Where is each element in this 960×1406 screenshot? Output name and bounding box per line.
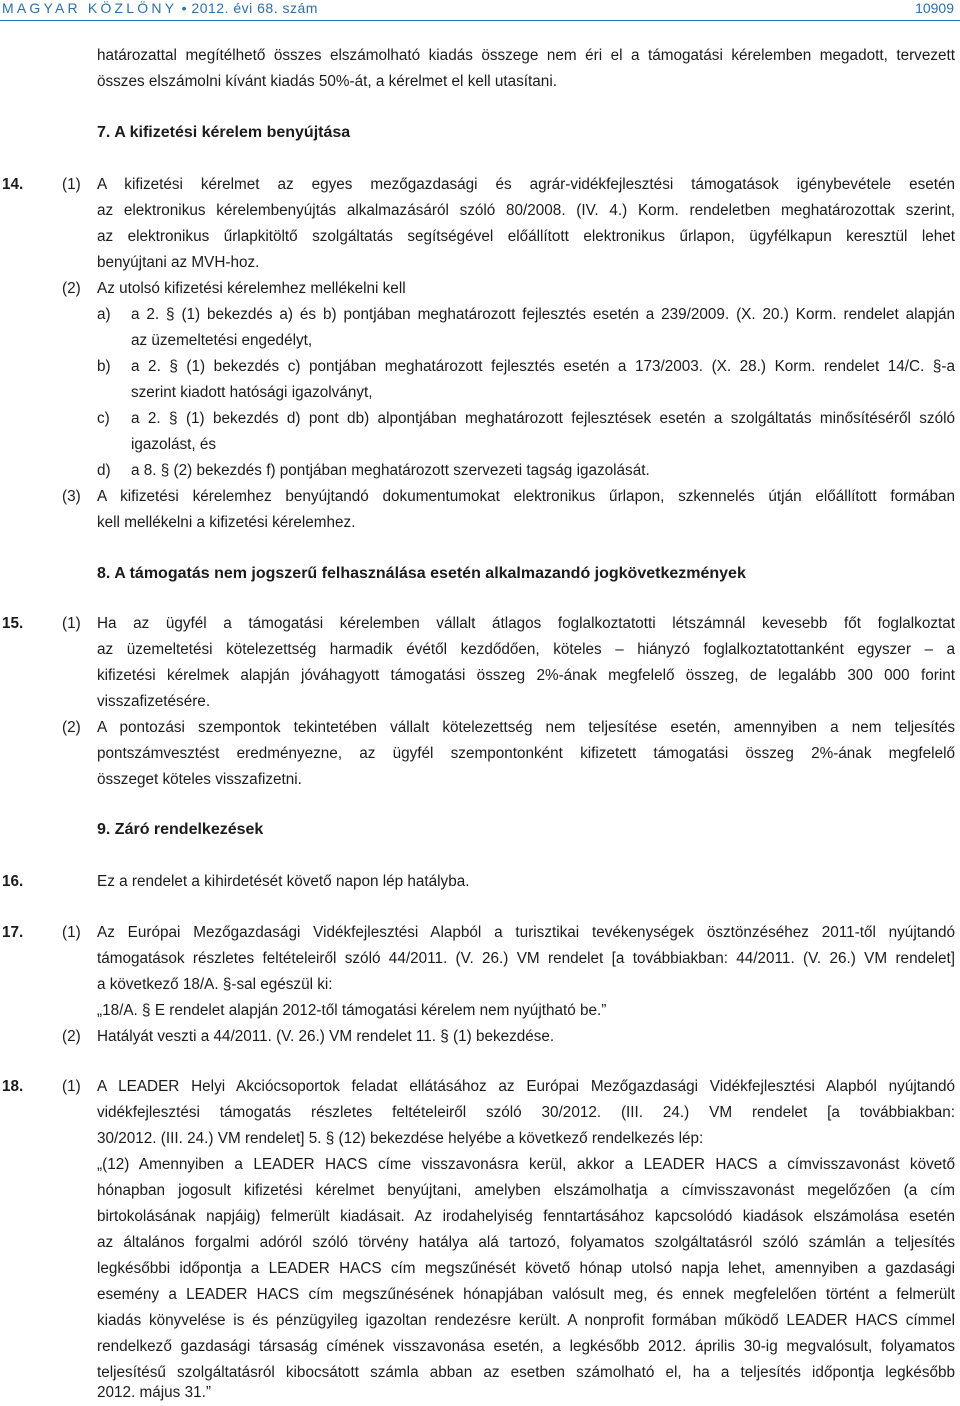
page-header: [0, 0, 960, 21]
page-number: 10909: [915, 0, 954, 16]
paragraph-label: (1): [62, 176, 81, 193]
text-line: esemény a LEADER HACS cím megszűnésének hónapjában valósult meg, és ennek megfelelően történt a felmerült: [97, 1286, 955, 1303]
text-line: az üzemeltetési engedélyt,: [131, 332, 313, 349]
text-line: igazolást, és: [131, 436, 217, 453]
text-line: pontszámvesztést eredményezne, az ügyfél szempontonként kifizetett támogatási összeg 2%-ának megfelelő: [97, 745, 955, 762]
header-rule: [0, 20, 960, 21]
paragraph-17-2: (2) Hatályát veszti a 44/2011. (V. 26.) VM rendelet 11. § (1) bekezdése.: [0, 1024, 960, 1050]
text-line: legkésőbbi időpontja a LEADER HACS cím megszűnését követő hónap utolsó napja lehet, amennyiben a gazdasági: [97, 1260, 955, 1277]
text-line: 30/2012. (III. 24.) VM rendelet] 5. § (12) bekezdése helyébe a következő rendelkezés lép:: [97, 1130, 704, 1147]
text-line: benyújtani az MVH-hoz.: [97, 254, 260, 271]
text-line: az elektronikus kérelembenyújtás alkalmazásáról szóló 80/2008. (IV. 4.) Korm. rendeletben meghatározottak szerint,: [97, 202, 955, 219]
paragraph-label: (2): [62, 280, 81, 297]
section-number: 16.: [2, 873, 24, 890]
text-line: „18/A. § E rendelet alapján 2012-től támogatási kérelem nem nyújtható be.”: [97, 1002, 607, 1019]
text-line: kiadás könyvelése is és pénzügyileg igazoltan rendezésre került. A nonprofit formában működő LEADER HACS címmel: [97, 1312, 955, 1329]
section-heading: 8. A támogatás nem jogszerű felhasználása esetén alkalmazandó jogkövetkezmények: [97, 565, 746, 582]
list-item: a) a 2. § (1) bekezdés a) és b) pontjában meghatározott fejlesztés esetén a 239/2009. (X. 20.) Korm. rendelet alapján: [0, 302, 960, 328]
text-line: „(12) Amennyiben a LEADER HACS címe visszavonásra kerül, akkor a LEADER HACS a címvisszavonást követő: [97, 1156, 955, 1173]
item-label: d): [97, 462, 111, 479]
section-number: 14.: [2, 176, 24, 193]
text-line: kell mellékelni a kifizetési kérelemhez.: [97, 514, 356, 531]
section-number: 17.: [2, 924, 24, 941]
item-label: c): [97, 410, 110, 427]
text-line: rendelkező gazdasági társaság címének visszavonása esetén, a legkésőbb 2012. április 30-ig megvalósult, folyamatos: [97, 1338, 955, 1355]
text-line: támogatások részletes feltételeiről szóló 44/2011. (V. 26.) VM rendelet [a továbbiakban: 44/2011. (V. 26.) VM rendelet]: [97, 950, 955, 967]
section-heading: 7. A kifizetési kérelem benyújtása: [97, 124, 351, 141]
list-item: d) a 8. § (2) bekezdés f) pontjában meghatározott szervezeti tagság igazolását.: [0, 458, 960, 484]
text-line: kifizetési kérelmek alapján jóváhagyott támogatási összeg 2%-ának megfelelő összeg, de legalább 300 000 forint: [97, 667, 955, 684]
paragraph-label: (2): [62, 719, 81, 736]
paragraph-label: (1): [62, 1078, 81, 1095]
paragraph-label: (1): [62, 615, 81, 632]
text-line: összeget köteles visszafizetni.: [97, 771, 302, 788]
text-line: vidékfejlesztési támogatás részletes feltételeiről szóló 30/2012. (III. 24.) VM rendelet [a továbbiakban:: [97, 1104, 955, 1121]
paragraph-18-1: 18. (1) A LEADER Helyi Akciócsoportok feladat ellátásához az Európai Mezőgazdasági Vidékfejlesztési Alapból nyújtandó: [0, 1074, 960, 1100]
paragraph-17-1: 17. (1) Az Európai Mezőgazdasági Vidékfejlesztési Alapból a turisztikai tevékenységek ösztönzéséhez 2011-től nyújtandó: [0, 920, 960, 946]
paragraph-15-2: (2) A pontozási szempontok tekintetében vállalt kötelezettség nem teljesítése esetén, amennyiben a nem teljesítés: [0, 715, 960, 741]
publication-title: MAGYAR KÖZLÖNY • 2012. évi 68. szám: [2, 0, 318, 16]
paragraph-label: (1): [62, 924, 81, 941]
text-line: az elektronikus űrlapkitöltő szolgáltatás segítségével előállított elektronikus űrlapon, ügyfélkapun keresztül lehet: [97, 228, 955, 245]
paragraph-label: (3): [62, 488, 81, 505]
paragraph-14-3: (3) A kifizetési kérelemhez benyújtandó dokumentumokat elektronikus űrlapon, szkennelés útján előállított formában: [0, 484, 960, 510]
paragraph-label: (2): [62, 1028, 81, 1045]
paragraph-14-2: (2) Az utolsó kifizetési kérelemhez mellékelni kell: [0, 276, 960, 302]
text-line: összes elszámolni kívánt kiadás 50%-át, a kérelmet el kell utasítani.: [97, 73, 557, 90]
text-line: birtokolásának napjáig) felmerült kiadásait. Az irodahelyiség fenntartásához kapcsolódó kiadások elszámolása esetén: [97, 1208, 955, 1225]
list-item: c) a 2. § (1) bekezdés d) pont db) alpontjában meghatározott fejlesztések esetén a szolgáltatás minősítéséről szóló: [0, 406, 960, 432]
section-number: 15.: [2, 615, 24, 632]
text-line: hónapban jogosult kifizetési kérelmet benyújtani, amelyben elszámolhatja a címvisszavonást megelőzően (a cím: [97, 1182, 955, 1199]
text-line: határozattal megítélhető összes elszámolható kiadás összege nem éri el a támogatási kérelemben megadott, tervezett: [97, 47, 955, 64]
section-number: 18.: [2, 1078, 24, 1095]
item-label: b): [97, 358, 111, 375]
text-line: visszafizetésére.: [97, 693, 211, 710]
text-line: szerint kiadott hatósági igazolványt,: [131, 384, 373, 401]
item-label: a): [97, 306, 111, 323]
text-line: 2012. május 31.”: [97, 1384, 211, 1401]
text-line: az általános forgalmi adóról szóló törvény hatálya alá tartozó, folyamatos szolgáltatásról szóló számlán a teljesítés: [97, 1234, 955, 1251]
text-line: teljesítésű szolgáltatásról kibocsátott számla abban az esetben számolható el, ha a teljesítés időpontja legkésőbb: [97, 1364, 955, 1381]
paragraph-16: 16. Ez a rendelet a kihirdetését követő napon lép hatályba.: [0, 869, 960, 895]
paragraph-15-1: 15. (1) Ha az ügyfél a támogatási kérelemben vállalt átlagos foglalkoztatotti létszámnál kevesebb főt foglalkoztat: [0, 611, 960, 637]
text-line: az üzemeltetési kötelezettség harmadik évétől kezdődően, köteles – hiányzó foglalkoztatottanként egyszer – a: [97, 641, 955, 658]
paragraph-14-1: 14. (1) A kifizetési kérelmet az egyes mezőgazdasági és agrár-vidékfejlesztési támogatások igénybevétele esetén: [0, 172, 960, 198]
text-line: a következő 18/A. §-sal egészül ki:: [97, 976, 333, 993]
section-heading: 9. Záró rendelkezések: [97, 821, 264, 838]
list-item: b) a 2. § (1) bekezdés c) pontjában meghatározott fejlesztés esetén a 173/2003. (X. 28.) Korm. rendelet 14/C. §-a: [0, 354, 960, 380]
